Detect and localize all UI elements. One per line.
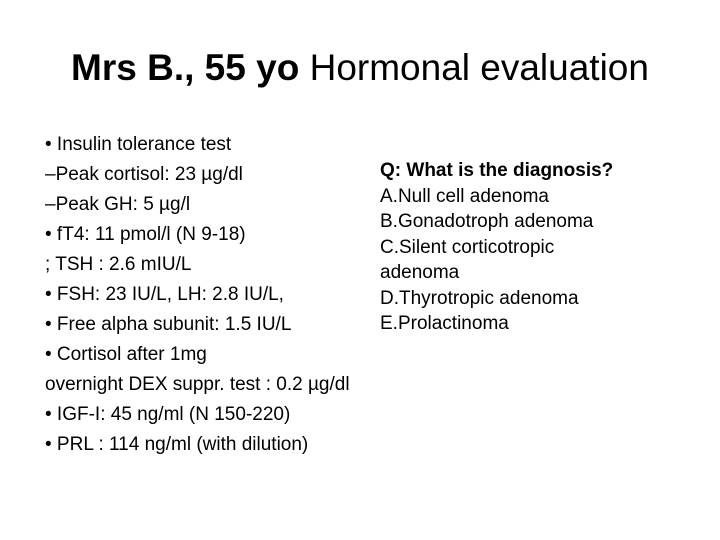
lab-line: ; TSH : 2.6 mIU/L	[45, 254, 192, 275]
lab-line: • PRL : 114 ng/ml (with dilution)	[45, 434, 309, 455]
slide-title	[0, 44, 720, 92]
answer-option: D.Thyrotropic adenoma	[380, 287, 579, 309]
lab-line: –Peak cortisol: 23 µg/dl	[45, 164, 243, 185]
lab-line: • Insulin tolerance test	[45, 134, 232, 155]
title-topic: Hormonal evaluation	[299, 47, 649, 88]
answer-option: B.Gonadotroph adenoma	[380, 211, 594, 232]
lab-line: • Cortisol after 1mg	[45, 344, 207, 365]
question-block	[380, 158, 710, 337]
question-prompt: Q: What is the diagnosis?	[380, 160, 614, 181]
title-patient: Mrs B., 55 yo	[71, 47, 300, 88]
lab-line: • IGF-I: 45 ng/ml (N 150-220)	[45, 404, 291, 425]
lab-line: –Peak GH: 5 µg/l	[45, 194, 191, 215]
lab-line: • Free alpha subunit: 1.5 IU/L	[45, 314, 292, 335]
answer-option-continued: adenoma	[380, 262, 460, 283]
answer-option: E.Prolactinoma	[380, 313, 509, 334]
lab-line: • fT4: 11 pmol/l (N 9-18)	[45, 224, 246, 245]
answer-option: C.Silent corticotropic	[380, 236, 555, 258]
lab-line: • FSH: 23 IU/L, LH: 2.8 IU/L,	[45, 284, 284, 305]
lab-line: overnight DEX suppr. test : 0.2 µg/dl	[45, 374, 350, 395]
answer-option: A.Null cell adenoma	[380, 185, 549, 207]
